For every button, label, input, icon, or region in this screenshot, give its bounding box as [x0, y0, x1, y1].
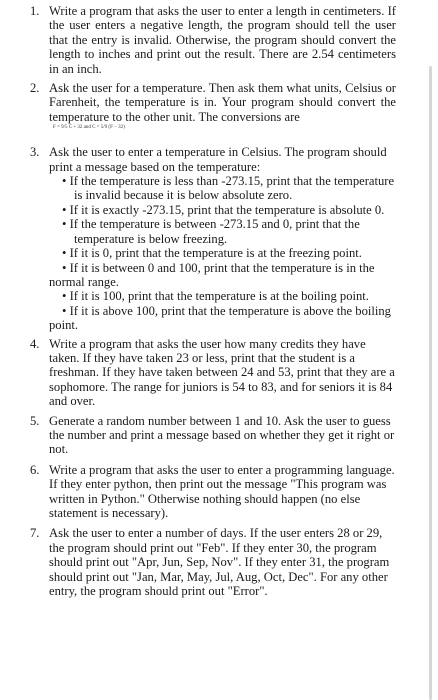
bullet-item — [49, 246, 396, 260]
question-number: 2. — [30, 81, 40, 96]
question-text: Ask the user to enter a number of days. If the user enters 28 or 29, the program should print out "Feb". If they enter 30, the program should print out "Apr, Jun, Sep, Nov". If they enter 31, the program should print out "Jan, Mar, May, Jul, Aug, Oct, Dec". For any other entry, the program should print out "Error". — [49, 526, 390, 599]
bullet-icon: • — [62, 174, 70, 189]
question-text: Ask the user for a temperature. Then ask them what units, Celsius or Farenheit, the temperature is in. Your program should convert the temperature to the other unit. The conversions are — [49, 81, 396, 124]
question-number: 5. — [30, 413, 40, 428]
bullet-icon: • — [62, 260, 70, 275]
bullet-text: If the temperature is less than -273.15, print that the temperature is invalid because it is below absolute zero. — [69, 174, 395, 203]
bullet-text: If it is 0, print that the temperature is at the freezing point. — [69, 246, 362, 261]
question-text: Write a program that asks the user to enter a length in centimeters. If the user enters a negative length, the program should tell the user that the entry is invalid. Otherwise, the program should convert the length to inches and print out the result. There are 2.54 centimeters in an inch. — [49, 4, 396, 76]
bullet-text: If it is exactly -273.15, print that the temperature is absolute 0. — [69, 202, 385, 217]
bullet-icon: • — [62, 217, 70, 232]
question-list — [30, 4, 396, 598]
bullet-text: If it is between 0 and 100, print that the temperature is in the normal range. — [49, 260, 375, 289]
question-4 — [30, 337, 396, 409]
bullet-item — [49, 261, 396, 290]
bullet-text: If it is above 100, print that the temperature is above the boiling point. — [49, 303, 391, 333]
question-number: 4. — [30, 336, 40, 351]
bullet-item — [49, 304, 396, 333]
question-6 — [30, 463, 396, 521]
question-1 — [30, 4, 396, 76]
question-3 — [30, 145, 396, 332]
question-number: 3. — [30, 145, 40, 160]
question-number: 6. — [30, 462, 40, 477]
scrollbar[interactable] — [429, 66, 432, 700]
question-number: 7. — [30, 526, 40, 541]
question-text: Write a program that asks the user to enter a programming language. If they enter python, then print out the message "This program was written in Python." Otherwise nothing should happen (no else statement is necessary). — [49, 462, 395, 520]
question-intro: Ask the user to enter a temperature in Celsius. The program should print a message based on the temperature: — [49, 145, 387, 174]
bullet-icon: • — [62, 202, 70, 217]
question-7 — [30, 526, 396, 598]
bullet-text: If it is 100, print that the temperature is at the boiling point. — [69, 289, 369, 304]
question-2 — [30, 81, 396, 133]
question-text: Generate a random number between 1 and 10. Ask the user to guess the number and print a message based on whether they get it right or not. — [49, 413, 395, 457]
question-5 — [30, 414, 396, 457]
bullet-item — [49, 217, 396, 246]
conversion-formula: F = 9/5 C + 32 and C = 5/9 (F − 32) — [53, 125, 125, 131]
bullet-icon: • — [62, 289, 70, 304]
bullet-item — [49, 203, 396, 217]
bullet-item — [49, 174, 396, 203]
bullet-text: If the temperature is between -273.15 and 0, print that the temperature is below freezing. — [69, 217, 360, 246]
bullet-icon: • — [62, 303, 70, 318]
question-text: Write a program that asks the user how many credits they have taken. If they have taken 23 or less, print that the student is a freshman. If they have taken between 24 and 53, print that they are a sophomore. The range for juniors is 54 to 83, and for seniors it is 84 and over. — [49, 336, 395, 409]
bullet-icon: • — [62, 246, 70, 261]
bullet-item — [49, 289, 396, 303]
question-number: 1. — [30, 4, 40, 18]
